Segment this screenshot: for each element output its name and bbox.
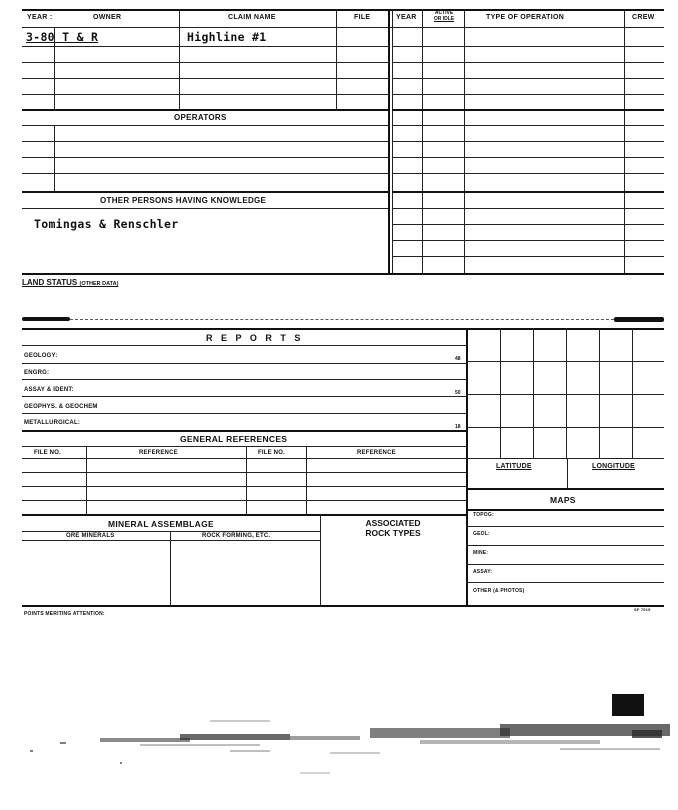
- rule: [22, 486, 466, 487]
- rule: [22, 472, 466, 473]
- col-header-claim-name: CLAIM NAME: [228, 14, 276, 21]
- entry-year-owner: 3-80 T & R: [26, 30, 99, 44]
- col-header-owner: OWNER: [93, 14, 122, 21]
- rule: [632, 328, 633, 458]
- rule: [466, 427, 664, 428]
- general-references-heading: GENERAL REFERENCES: [180, 434, 288, 444]
- map-row-other: OTHER (& PHOTOS): [473, 588, 525, 594]
- rule: [306, 446, 307, 514]
- ref-col-file-no-2: FILE NO.: [258, 450, 285, 456]
- rule: [466, 394, 664, 395]
- rule: [22, 208, 388, 209]
- entry-other-persons: Tomingas & Renschler: [34, 217, 179, 231]
- rule: [22, 173, 388, 174]
- rule: [22, 379, 466, 380]
- rule: [22, 141, 388, 142]
- col-header-year: YEAR :: [27, 14, 53, 21]
- report-num-assay: 50: [455, 390, 461, 396]
- rule: [466, 526, 664, 527]
- col-header-year-right: YEAR: [396, 14, 417, 21]
- rule: [392, 224, 664, 225]
- rule: [392, 208, 664, 209]
- rule: [466, 509, 664, 511]
- associated-label: ASSOCIATED: [365, 518, 421, 528]
- latitude-label: LATITUDE: [496, 463, 532, 470]
- rule: [170, 531, 171, 605]
- rule: [392, 109, 664, 111]
- rule: [22, 157, 388, 158]
- ref-col-reference-1: REFERENCE: [139, 450, 178, 456]
- reports-heading: R E P O R T S: [206, 333, 304, 343]
- rule: [22, 328, 664, 330]
- rule: [392, 46, 664, 47]
- rule: [22, 78, 388, 79]
- rule: [392, 62, 664, 63]
- rule: [22, 500, 466, 501]
- rule: [179, 9, 180, 109]
- rule: [22, 363, 466, 364]
- report-label-geology: GEOLOGY:: [24, 353, 58, 359]
- col-header-crew: CREW: [632, 14, 655, 21]
- rule: [533, 328, 534, 458]
- rule: [392, 94, 664, 95]
- rule: [246, 446, 247, 514]
- rule: [392, 256, 664, 257]
- report-label-geophys: GEOPHYS. & GEOCHEM: [24, 404, 98, 410]
- scan-speckle: [30, 720, 670, 774]
- rule: [22, 413, 466, 414]
- entry-claim-name: Highline #1: [187, 30, 267, 44]
- rule: [466, 458, 664, 459]
- longitude-label: LONGITUDE: [592, 463, 636, 470]
- rule: [22, 514, 466, 516]
- rule: [22, 109, 388, 111]
- report-label-metallurgical: METALLURGICAL:: [24, 420, 81, 426]
- rule: [54, 125, 55, 191]
- scan-smudge-left: [22, 317, 70, 321]
- scan-smudge-right: [614, 317, 664, 322]
- ore-minerals-label: ORE MINERALS: [66, 533, 115, 539]
- rule: [392, 191, 664, 193]
- rule: [466, 582, 664, 583]
- rock-types-label: ROCK TYPES: [365, 528, 421, 538]
- ref-col-reference-2: REFERENCE: [357, 450, 396, 456]
- rule: [466, 488, 664, 490]
- map-row-geol: GEOL:: [473, 531, 490, 537]
- land-status-label: [22, 278, 118, 287]
- rule: [567, 458, 568, 488]
- rule: [22, 125, 388, 126]
- report-label-engrg: ENGRG:: [24, 370, 50, 376]
- rule: [22, 46, 388, 47]
- rule: [22, 446, 466, 447]
- rule: [22, 191, 388, 193]
- scan-black-block: [612, 694, 644, 716]
- col-header-active-or-idle: [424, 10, 464, 22]
- rule: [22, 94, 388, 95]
- rule: [500, 328, 501, 458]
- rule: [466, 361, 664, 362]
- rule: [320, 514, 321, 605]
- form-number: SF 7015: [634, 607, 651, 612]
- rule: [392, 240, 664, 241]
- land-status-sub: (OTHER DATA): [79, 281, 119, 287]
- rule: [22, 9, 664, 11]
- rule: [392, 157, 664, 158]
- map-row-assay: ASSAY:: [473, 569, 493, 575]
- col-header-file: FILE: [354, 14, 371, 21]
- report-num-geology: 48: [455, 356, 461, 362]
- map-row-mine: MINE:: [473, 550, 489, 556]
- other-persons-heading: OTHER PERSONS HAVING KNOWLEDGE: [100, 196, 267, 205]
- maps-heading: MAPS: [550, 495, 576, 505]
- rule: [22, 605, 664, 607]
- perforation-line: [70, 319, 614, 320]
- mineral-assemblage-heading: MINERAL ASSEMBLAGE: [108, 519, 214, 529]
- rule: [22, 430, 466, 432]
- operators-heading: OPERATORS: [174, 113, 227, 122]
- rule: [599, 328, 600, 458]
- rule: [392, 78, 664, 79]
- rule: [54, 27, 55, 109]
- rule: [466, 545, 664, 546]
- points-meriting-attention-label: POINTS MERITING ATTENTION:: [24, 611, 105, 617]
- associated-rock-types-heading: [326, 518, 460, 538]
- active-label: ACTIVE: [434, 10, 454, 16]
- rule: [392, 173, 664, 174]
- rule: [22, 396, 466, 397]
- rule: [22, 62, 388, 63]
- rule: [86, 446, 87, 514]
- scan-noise-band: [0, 690, 678, 790]
- rule: [388, 9, 390, 274]
- rule: [392, 125, 664, 126]
- ref-col-file-no-1: FILE NO.: [34, 450, 61, 456]
- rule: [22, 273, 664, 275]
- rule: [336, 9, 337, 109]
- rule: [22, 27, 664, 28]
- rock-forming-label: ROCK FORMING, ETC.: [202, 533, 271, 539]
- rule: [566, 328, 567, 458]
- col-header-type-of-operation: TYPE OF OPERATION: [486, 14, 565, 21]
- rule: [22, 540, 320, 541]
- rule: [466, 564, 664, 565]
- map-row-topog: TOPOG:: [473, 512, 494, 518]
- rule: [392, 141, 664, 142]
- rule: [22, 458, 466, 459]
- rule: [22, 531, 320, 532]
- report-num-metallurgical: 18: [455, 424, 461, 430]
- rule: [22, 345, 466, 346]
- or-idle-label: OR IDLE: [433, 16, 455, 22]
- land-status-text: LAND STATUS: [22, 278, 78, 287]
- report-label-assay: ASSAY & IDENT:: [24, 387, 74, 393]
